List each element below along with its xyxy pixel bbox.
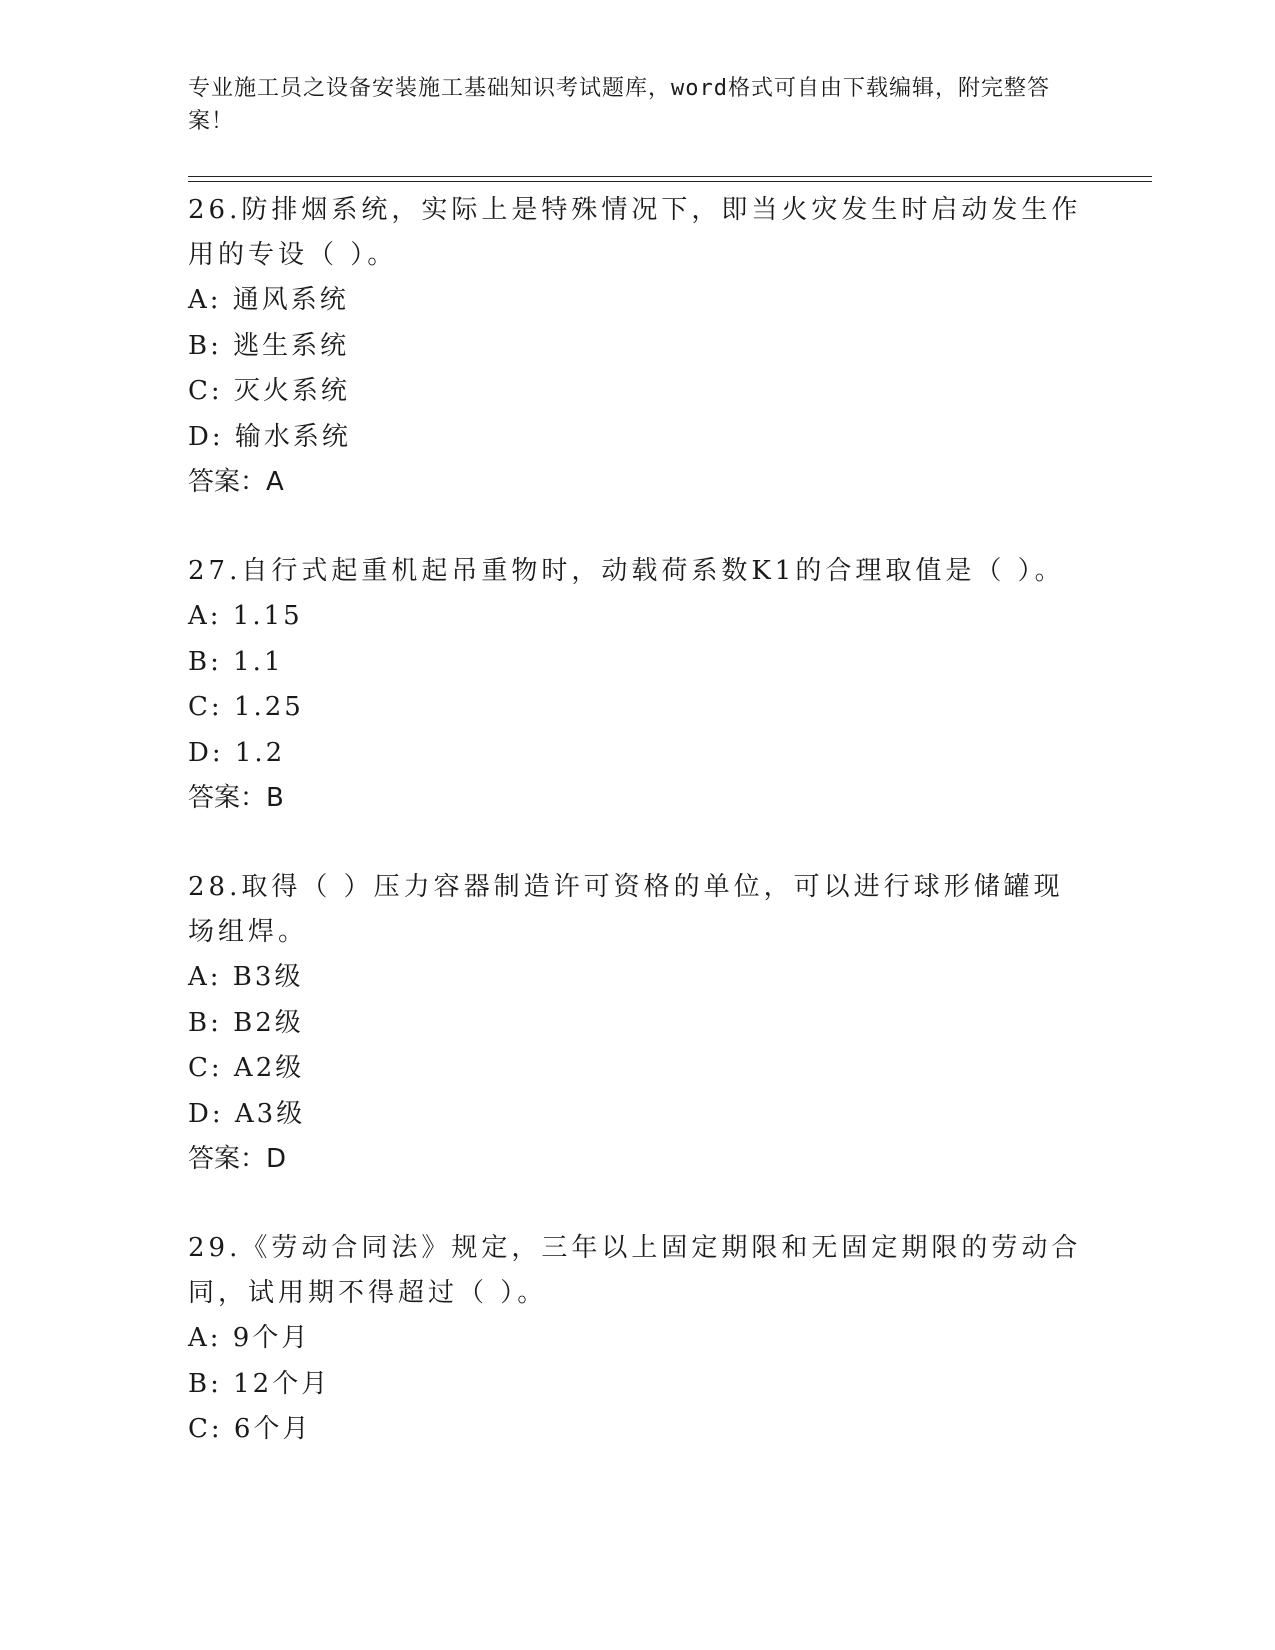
option-a: A: 1.15 [188,601,303,631]
question-stem: 27.自行式起重机起吊重物时，动载荷系数K1的合理取值是（ ）。 [188,556,1065,586]
option-b: B: 逃生系统 [188,330,350,361]
option-c: C: 1.25 [188,692,304,722]
option-d: D: 1.2 [188,737,286,768]
option-c: C: 6个月 [188,1414,312,1444]
option-a: A: 通风系统 [188,285,349,315]
option-d: D: 输水系统 [188,421,351,452]
document-header: 专业施工员之设备安装施工基础知识考试题库，word格式可自由下载编辑，附完整答案！ [188,76,1050,134]
header-divider-bottom [188,181,1152,182]
question-stem: 28.取得（ ）压力容器制造许可资格的单位，可以进行球形储罐现场组焊。 [188,872,1064,947]
question-27 [188,549,1088,821]
option-c: C: 灭火系统 [188,376,350,406]
answer-line: 答案：A [188,467,284,497]
answer-line: 答案：B [188,783,284,813]
option-b: B: B2级 [188,1007,304,1038]
option-b: B: 1.1 [188,646,284,677]
question-stem: 29.《劳动合同法》规定，三年以上固定期限和无固定期限的劳动合同，试用期不得超过（ ）。 [188,1233,1082,1308]
question-stem: 26.防排烟系统，实际上是特殊情况下，即当火灾发生时启动发生作用的专设（ ）。 [188,195,1082,270]
answer-line: 答案：D [188,1144,287,1174]
question-29 [188,1226,1088,1453]
question-28 [188,865,1088,1182]
option-d: D: A3级 [188,1098,306,1129]
question-list [188,188,1088,1497]
option-a: A: 9个月 [188,1323,311,1353]
option-b: B: 12个月 [188,1368,331,1399]
option-c: C: A2级 [188,1053,305,1083]
option-a: A: B3级 [188,962,304,992]
question-26 [188,188,1088,505]
header-divider-top [188,176,1152,177]
